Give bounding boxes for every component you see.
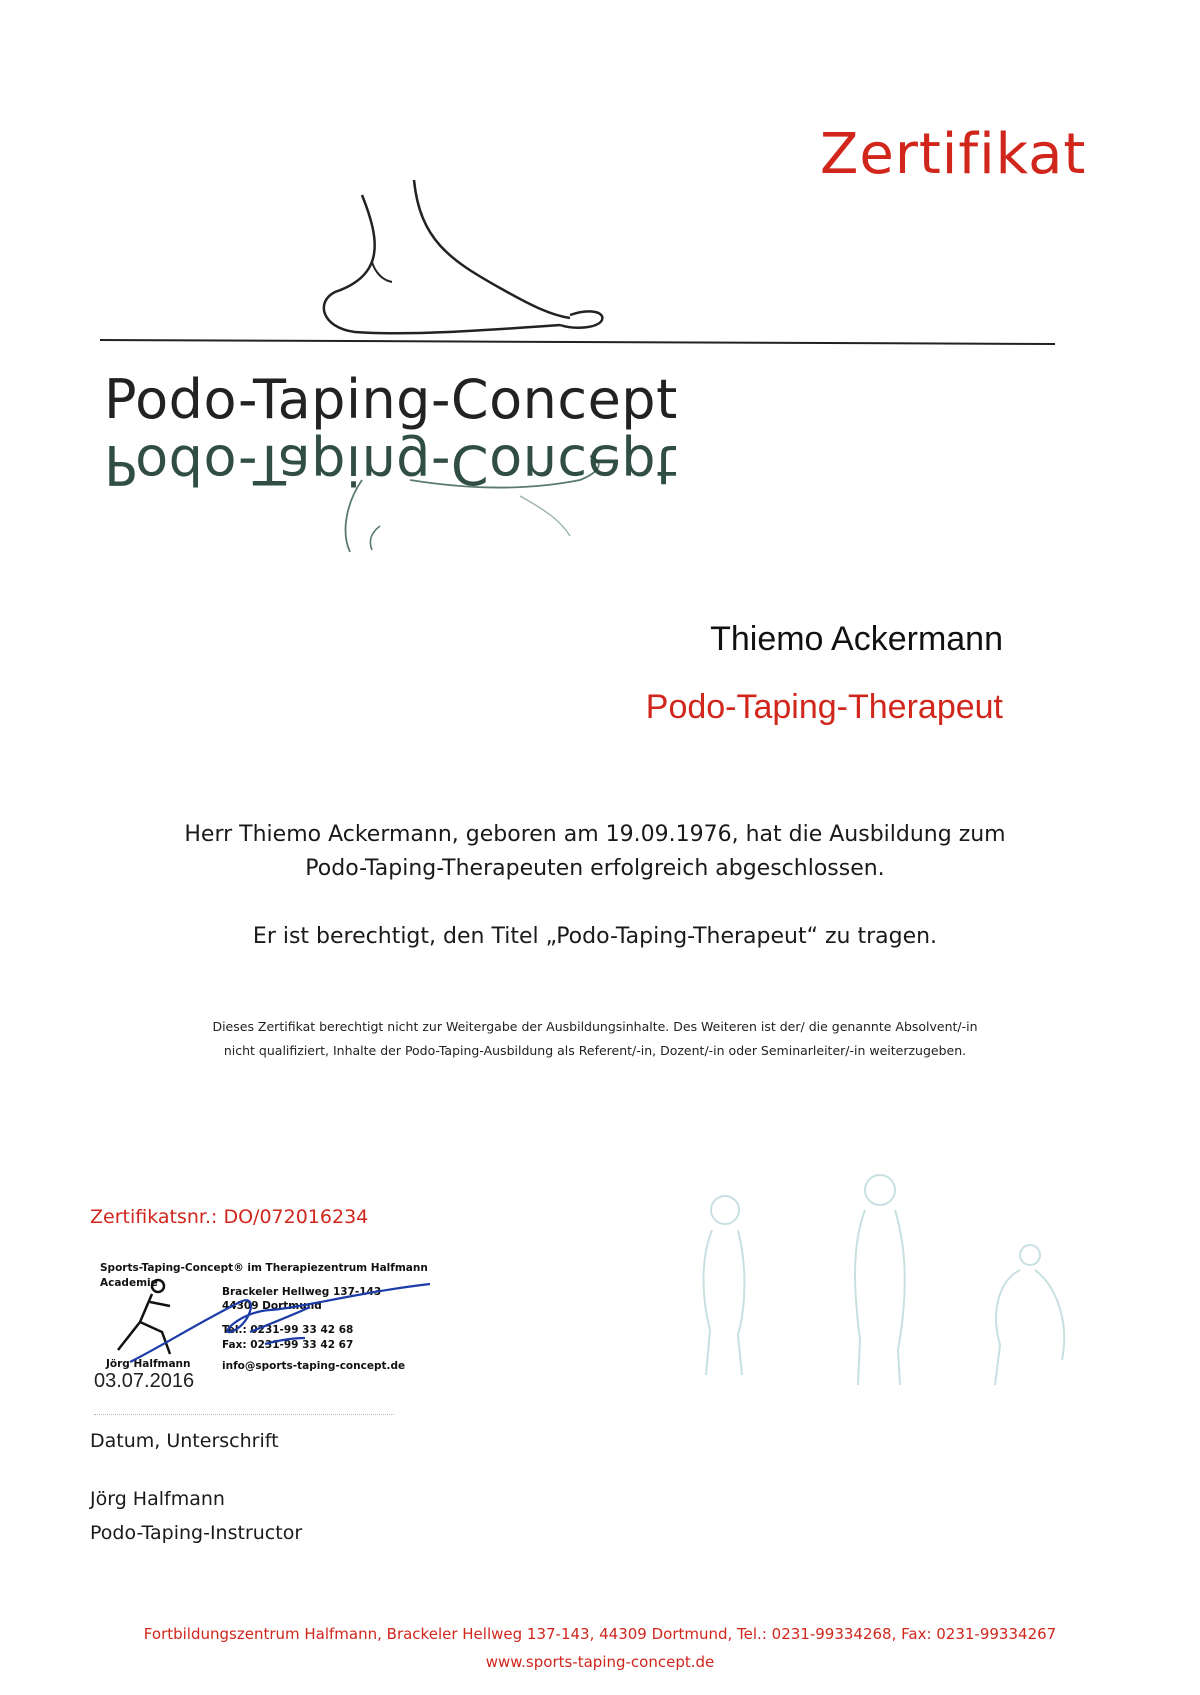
certificate-title: Zertifikat <box>820 122 1087 187</box>
stamp-line-1: Sports-Taping-Concept® im Therapiezentrum Halfmann <box>100 1262 428 1274</box>
stamp-line-5: Fax: 0231-99 33 42 67 <box>222 1339 354 1351</box>
fine-print-line-2: nicht qualifiziert, Inhalte der Podo-Taping-Ausbildung als Referent/-in, Dozent/-in oder Seminarleiter/-in weiterzugeben. <box>223 1043 967 1058</box>
title-entitlement: Er ist berechtigt, den Titel „Podo-Taping-Therapeut“ zu tragen. <box>252 924 938 949</box>
watermark-silhouettes <box>690 1160 1090 1390</box>
recipient-qualification: Podo-Taping-Therapeut <box>645 688 1003 726</box>
fine-print-line-1: Dieses Zertifikat berechtigt nicht zur Weitergabe der Ausbildungsinhalte. Des Weiteren ist der/ die genannte Absolvent/-in <box>212 1019 978 1034</box>
fine-print <box>150 1015 1040 1063</box>
signer-role: Podo-Taping-Instructor <box>90 1522 303 1544</box>
stamp-line-3: 44309 Dortmund <box>222 1300 322 1312</box>
recipient-name: Thiemo Ackermann <box>710 620 1003 658</box>
logo-wordmark: Podo-Taping-Concept <box>104 368 678 431</box>
completion-line-1: Herr Thiemo Ackermann, geboren am 19.09.1976, hat die Ausbildung zum <box>184 822 1006 847</box>
stamp-line-6-left: Jörg Halfmann <box>106 1358 191 1370</box>
completion-line-2: Podo-Taping-Therapeuten erfolgreich abgeschlossen. <box>305 856 885 881</box>
footer-address: Fortbildungszentrum Halfmann, Brackeler Hellweg 137-143, 44309 Dortmund, Tel.: 0231-99334268, Fax: 0231-99334267 <box>143 1625 1057 1643</box>
signature-date: 03.07.2016 <box>94 1370 195 1392</box>
stamp-line-4: Tel.: 0231-99 33 42 68 <box>222 1324 354 1336</box>
completion-statement <box>120 818 1070 886</box>
footer <box>60 1620 1140 1676</box>
signature-label: Datum, Unterschrift <box>90 1430 279 1452</box>
stamp-line-6-right: info@sports-taping-concept.de <box>222 1360 406 1372</box>
signer-name: Jörg Halfmann <box>90 1488 225 1510</box>
stamp-line-2-right: Brackeler Hellweg 137-143 <box>222 1286 382 1298</box>
signature-line <box>94 1414 394 1415</box>
footer-website: www.sports-taping-concept.de <box>485 1653 715 1671</box>
certificate-number: Zertifikatsnr.: DO/072016234 <box>90 1206 369 1228</box>
logo-wordmark-reflection: Podo-Taping-Concept <box>104 433 678 496</box>
stamp-line-2-left: Academie <box>100 1277 158 1289</box>
